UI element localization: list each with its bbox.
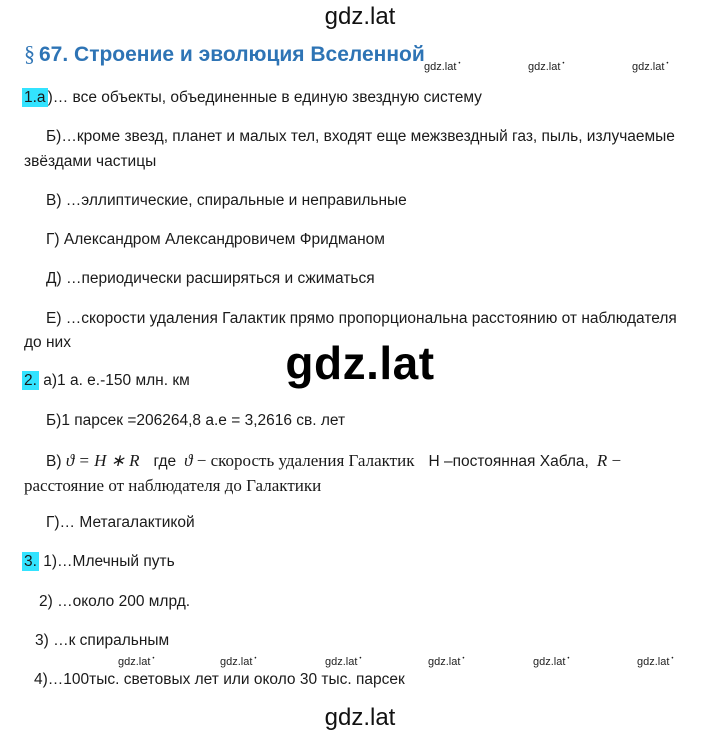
speed-description: − скорость удаления Галактик	[192, 451, 415, 470]
answer-2v-line2: расстояние от наблюдателя до Галактики	[24, 476, 322, 495]
small-watermark: gdz.lat •	[637, 656, 674, 668]
answer-2b: Б)1 парсек =206264,8 а.е = 3,2616 св. лет	[46, 412, 346, 429]
answer-2v-line1	[46, 451, 621, 471]
small-watermark: gdz.lat •	[220, 656, 257, 668]
section-symbol: §	[24, 41, 35, 66]
answer-1a	[22, 89, 482, 107]
small-watermark: gdz.lat •	[325, 656, 362, 668]
answer-1e-line1: Е) …скорости удаления Галактик прямо пропорциональна расстоянию от наблюдателя	[46, 310, 677, 327]
watermark-top: gdz.lat	[324, 3, 396, 30]
hubble-formula: ϑ = H ∗ R	[65, 451, 140, 470]
page-title	[24, 41, 425, 67]
answer-2g: Г)… Метагалактикой	[46, 514, 195, 531]
small-watermark: gdz.lat •	[424, 61, 461, 73]
answer-1d: Д) …периодически расширяться и сжиматься	[46, 270, 375, 287]
answer-1g: Г) Александром Александровичем Фридманом	[46, 231, 385, 248]
distance-symbol: R	[596, 451, 608, 470]
answer-1e-line2: до них	[24, 334, 71, 351]
question-number-2: 2.	[24, 372, 37, 389]
answer-2a	[22, 372, 190, 390]
where-word: где	[153, 453, 177, 470]
answer-3-4: 4)…100тыс. световых лет или около 30 тыс. парсек	[34, 671, 405, 688]
answer-1b-line1: Б)…кроме звезд, планет и малых тел, входят еще межзвездный газ, пыль, излучаемые	[46, 128, 675, 145]
title-text: 67. Строение и эволюция Вселенной	[39, 43, 425, 66]
question-number-3: 3.	[24, 553, 37, 570]
distance-dash: −	[607, 451, 622, 470]
answer-3-1	[22, 553, 175, 571]
hubble-constant-description: H –постоянная Хабла,	[428, 453, 589, 470]
small-watermark: gdz.lat •	[632, 61, 669, 73]
answer-3-1-text: 1)…Млечный путь	[38, 553, 175, 570]
question-number-1: 1.а	[24, 89, 46, 106]
small-watermark: gdz.lat •	[533, 656, 570, 668]
answer-1b-line2: звёздами частицы	[24, 153, 157, 170]
small-watermark: gdz.lat •	[428, 656, 465, 668]
answer-1v: В) …эллиптические, спиральные и неправильные	[46, 192, 407, 209]
answer-3-3: 3) …к спиральным	[35, 632, 170, 649]
answer-2v-prefix: В)	[46, 453, 66, 470]
speed-symbol: ϑ	[184, 451, 193, 470]
watermark-center: gdz.lat	[285, 337, 435, 389]
answer-3-2: 2) …около 200 млрд.	[39, 593, 191, 610]
answer-2a-text: а)1 а. е.-150 млн. км	[38, 372, 190, 389]
answer-1a-text: )… все объекты, объединенные в единую звездную систему	[47, 89, 482, 106]
small-watermark: gdz.lat •	[528, 61, 565, 73]
watermark-bottom: gdz.lat	[324, 704, 396, 731]
small-watermark: gdz.lat •	[118, 656, 155, 668]
